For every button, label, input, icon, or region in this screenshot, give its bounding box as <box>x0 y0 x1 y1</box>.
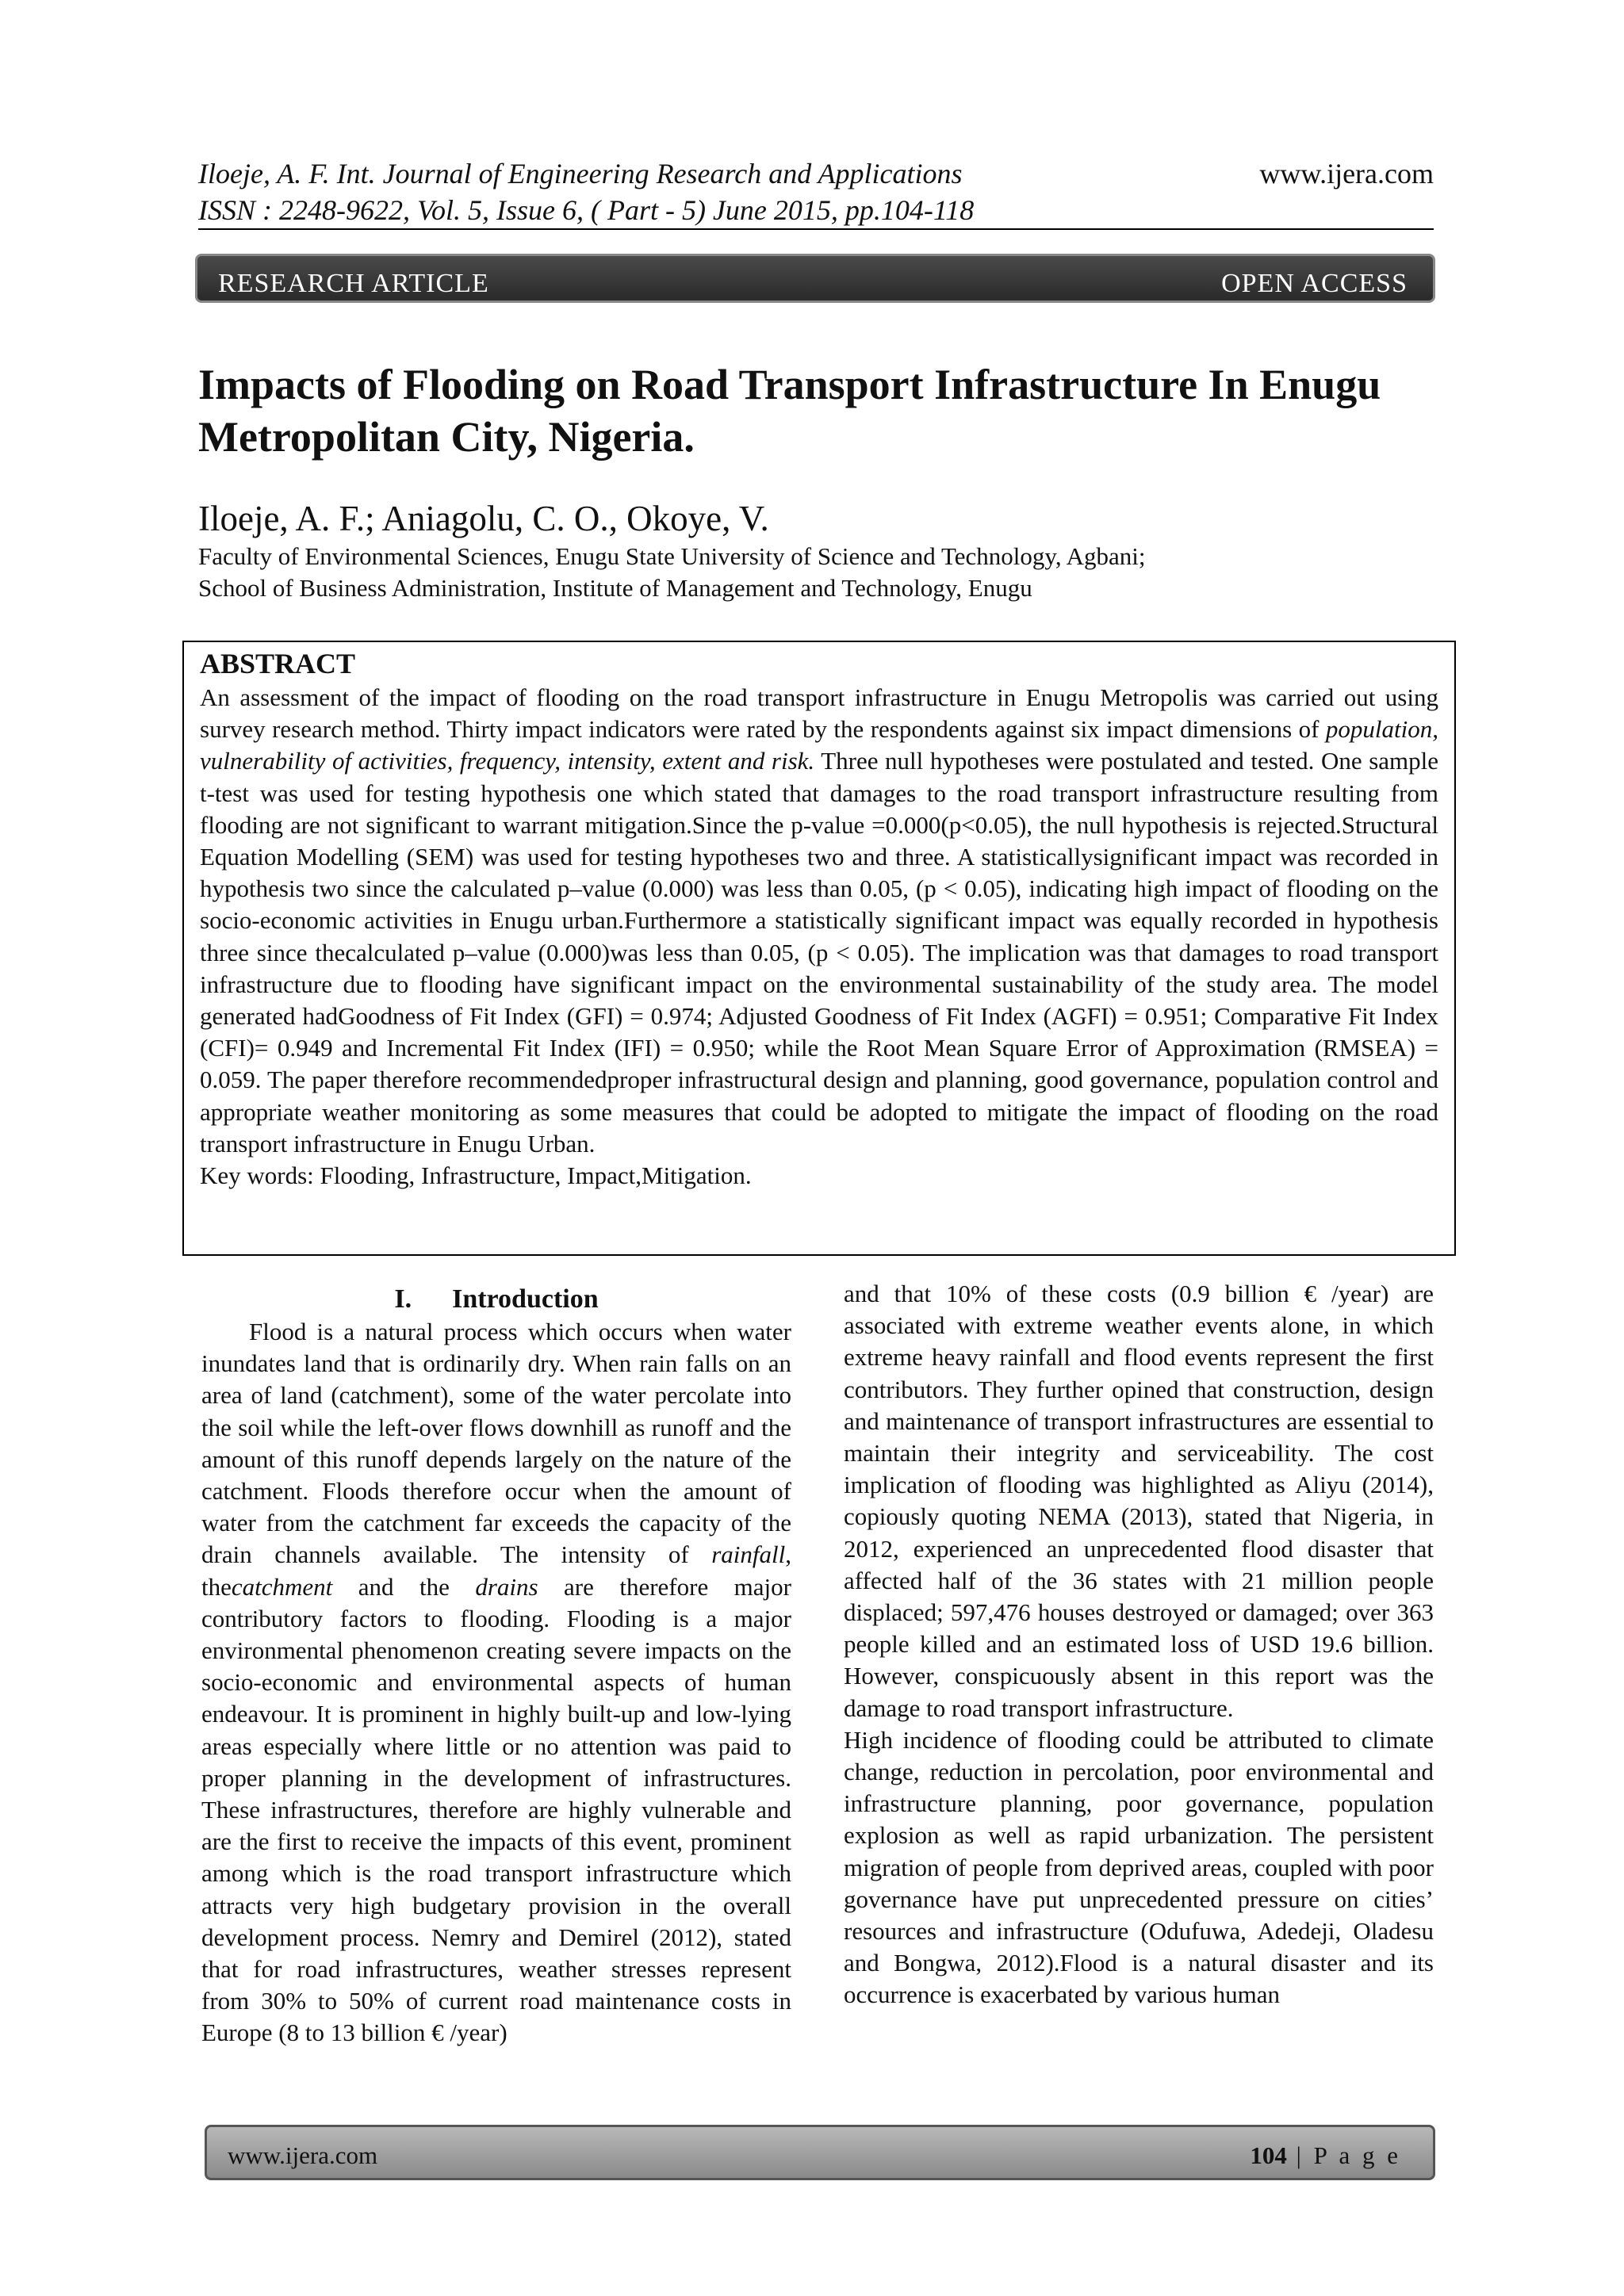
page-label: | P a g e <box>1286 2141 1401 2169</box>
italic-term: rainfall <box>711 1540 786 1569</box>
article-type-label: RESEARCH ARTICLE <box>218 269 489 298</box>
italic-term: drains <box>475 1572 538 1601</box>
right-column <box>844 1278 1434 2011</box>
left-column <box>201 1278 791 2049</box>
paragraph-text: Flood is a natural process which occurs when water inundates land that is ordinarily dry. When rain falls on an area of land (catchment), some of the water percolate into the soil while the left-over flows downhill as runoff and the amount of this runoff depends largely on the nature of the catchment. Floods therefore occur when the amount of water from the catchment far exceeds the capacity of the drain channels available. The intensity of <box>201 1318 791 1569</box>
intro-paragraph-1 <box>201 1316 791 2049</box>
affiliations <box>198 541 1146 604</box>
page-number <box>1250 2141 1401 2170</box>
issn-line: ISSN : 2248-9622, Vol. 5, Issue 6, ( Part - 5) June 2015, pp.104-118 <box>198 194 975 226</box>
affiliation-2: School of Business Administration, Institute of Management and Technology, Enugu <box>198 574 1032 602</box>
running-header <box>198 155 974 228</box>
paragraph-text: are therefore major contributory factors to flooding. Flooding is a major environmental phenomenon creating severe impacts on the socio-economic and environmental aspects of human endeavour. It is prominent in highly built-up and low-lying areas especially where little or no attention was paid to proper planning in the development of infrastructures. These infrastructures, therefore are highly vulnerable and are the first to receive the impacts of this event, prominent among which is the road transport infrastructure which attracts very high budgetary provision in the overall development process. Nemry and Demirel (2012), stated that for road infrastructures, weather stresses represent from 30% to 50% of current road maintenance costs in Europe (8 to 13 billion € /year) <box>201 1572 791 2047</box>
abstract-text-part: Three null hypotheses were postulated and tested. One sample t-test was used for testing hypothesis one which stated that damages to the road transport infrastructure resulting from flooding are not significant to warrant mitigation.Since the p-value =0.000(p<0.05), the null hypothesis is rejected.Structural Equation Modelling (SEM) was used for testing hypotheses two and three. A statisticallysignificant impact was recorded in hypothesis two since the calculated p–value (0.000) was less than 0.05, (p < 0.05), indicating high impact of flooding on the socio-economic activities in Enugu urban.Furthermore a statistically significant impact was equally recorded in hypothesis three since thecalculated p–value (0.000)was less than 0.05, (p < 0.05). The implication was that damages to road transport infrastructure due to flooding have significant impact on the environmental sustainability of the study area. The model generated hadGoodness of Fit Index (GFI) = 0.974; Adjusted Goodness of Fit Index (AGFI) = 0.951; Comparative Fit Index (CFI)= 0.949 and Incremental Fit Index (IFI) = 0.950; while the Root Mean Square Error of Approximation (RMSEA) = 0.059. The paper therefore recommendedproper infrastructural design and planning, good governance, population control and appropriate weather monitoring as some measures that could be adopted to mitigate the impact of flooding on the road transport infrastructure in Enugu Urban. <box>200 747 1439 1158</box>
abstract-box <box>182 641 1456 1256</box>
italic-term: catchment <box>231 1572 333 1601</box>
page-number-value: 104 <box>1250 2141 1287 2169</box>
introduction-heading-text: I. Introduction <box>394 1284 599 1314</box>
intro-paragraph-2: and that 10% of these costs (0.9 billion € /year) are associated with extreme weather events alone, in which extreme heavy rainfall and flood events represent the first contributors. They further opined that construction, design and maintenance of transport infrastructures are essential to maintain their integrity and serviceability. The cost implication of flooding was highlighted as Aliyu (2014), copiously quoting NEMA (2013), stated that Nigeria, in 2012, experienced an unprecedented flood disaster that affected half of the 36 states with 21 million people displaced; 597,476 houses destroyed or damaged; over 363 people killed and an estimated loss of USD 19.6 billion. However, conspicuously absent in this report was the damage to road transport infrastructure. <box>844 1280 1434 1722</box>
paragraph-text: , the <box>201 1540 791 1601</box>
abstract-keywords: Key words: Flooding, Infrastructure, Impact,Mitigation. <box>200 1161 752 1190</box>
page-footer <box>205 2125 1435 2180</box>
section-heading-introduction <box>201 1283 791 1316</box>
abstract-heading: ABSTRACT <box>200 648 356 679</box>
paper-title: Impacts of Flooding on Road Transport Infrastructure In Enugu Metropolitan City, Nigeria. <box>198 361 1381 461</box>
abstract-text-part: An assessment of the impact of flooding on the road transport infrastructure in Enugu Metropolis was carried out using survey research method. Thirty impact indicators were rated by the respondents against six impact dimensions of <box>200 683 1438 744</box>
abstract-text <box>200 682 1438 1160</box>
affiliation-1: Faculty of Environmental Sciences, Enugu State University of Science and Technology, Agbani; <box>198 542 1146 570</box>
footer-website-link[interactable]: www.ijera.com <box>228 2141 378 2169</box>
journal-line: Iloeje, A. F. Int. Journal of Engineering Research and Applications <box>198 158 963 189</box>
paper-authors: Iloeje, A. F.; Aniagolu, C. O., Okoye, V. <box>198 499 769 538</box>
open-access-label: OPEN ACCESS <box>1221 269 1408 298</box>
intro-paragraph-3: High incidence of flooding could be attributed to climate change, reduction in percolation, poor environmental and infrastructure planning, poor governance, population explosion as well as rapid urbanization. The persistent migration of people from deprived areas, coupled with poor governance have put unprecedented pressure on cities’ resources and infrastructure (Odufuwa, Adedeji, Oladesu and Bongwa, 2012).Flood is a natural disaster and its occurrence is exacerbated by various human <box>844 1725 1434 2009</box>
paragraph-text: and the <box>332 1572 476 1601</box>
header-divider <box>198 228 1434 230</box>
article-type-banner <box>195 254 1435 303</box>
header-website-link[interactable]: www.ijera.com <box>1259 158 1434 189</box>
abstract-italic-dimensions: population, vulnerability of activities, frequency, intensity, extent and risk. <box>200 715 1438 775</box>
